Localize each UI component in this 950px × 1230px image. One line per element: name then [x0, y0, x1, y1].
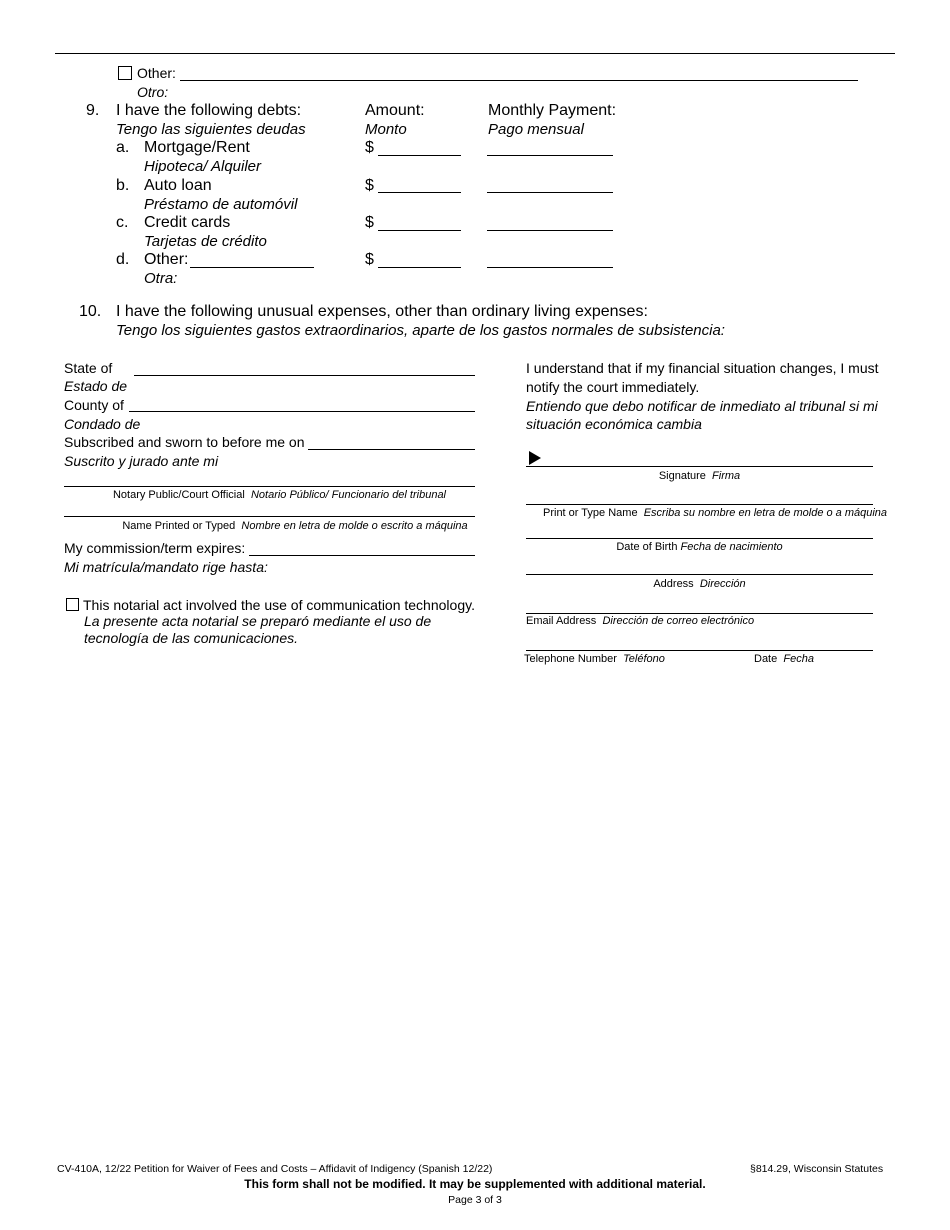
currency-sign: $: [365, 139, 374, 156]
q10-number: 10.: [79, 303, 102, 320]
footer-form-id: CV-410A, 12/22 Petition for Waiver of Fees and Costs – Affidavit of Indigency (Spanish 12/22): [57, 1163, 493, 1175]
debt-label: Other:: [144, 251, 189, 268]
footer-page-number: Page 3 of 3: [448, 1194, 502, 1206]
currency-sign: $: [365, 251, 374, 268]
q10-title: I have the following unusual expenses, other than ordinary living expenses:: [116, 303, 648, 320]
other-debt-name-field[interactable]: [190, 267, 314, 268]
signature-caption: [526, 470, 873, 482]
debt-label-es: Otra:: [144, 270, 178, 287]
sworn-label-es: Suscrito y jurado ante mi: [64, 453, 219, 469]
date-caption: [754, 653, 814, 665]
debt-letter: d.: [116, 251, 130, 268]
understand-text: I understand that if my financial situation changes, I must: [526, 360, 879, 376]
debt-label: Mortgage/Rent: [144, 139, 250, 156]
other-label: Other:: [137, 65, 176, 81]
mortgage-payment-field[interactable]: [487, 155, 613, 156]
county-label-es: Condado de: [64, 416, 141, 432]
official-label: Notary Public/Court Official: [112, 489, 245, 501]
dob-field[interactable]: [526, 538, 873, 539]
print-name-label-es: Escriba su nombre en letra de molde o a máquina: [643, 507, 888, 519]
notary-official-caption: [64, 489, 495, 501]
dob-caption: [526, 541, 873, 553]
q9-title-es: Tengo las siguientes deudas: [116, 121, 306, 138]
auto-loan-amount-field[interactable]: [378, 192, 461, 193]
currency-sign: $: [365, 214, 374, 231]
payment-header: Monthly Payment:: [488, 102, 617, 119]
footer-statute: §814.29, Wisconsin Statutes: [750, 1163, 884, 1175]
debt-letter: c.: [116, 214, 129, 231]
other-checkbox[interactable]: [118, 66, 132, 80]
debt-letter: a.: [116, 139, 130, 156]
debt-label: Auto loan: [144, 177, 212, 194]
email-caption: [526, 615, 754, 627]
state-field[interactable]: [134, 375, 475, 376]
tech-label-es: La presente acta notarial se preparó mediante el uso de: [84, 613, 432, 629]
amount-header: Amount:: [365, 102, 425, 119]
county-field[interactable]: [129, 411, 475, 412]
dob-label: Date of Birth: [616, 541, 678, 553]
q10-title-es: Tengo los siguientes gastos extraordinarios, aparte de los gastos normales de subsistencia:: [116, 322, 725, 339]
credit-cards-payment-field[interactable]: [487, 230, 613, 231]
address-label-es: Dirección: [699, 578, 746, 590]
name-printed-label-es: Nombre en letra de molde o escrito a máquina: [241, 520, 468, 532]
signature-label: Signature: [658, 470, 706, 482]
currency-sign: $: [365, 177, 374, 194]
address-field[interactable]: [526, 574, 873, 575]
dob-label-es: Fecha de nacimiento: [680, 541, 783, 553]
tech-checkbox[interactable]: [66, 598, 79, 611]
sworn-label: Subscribed and sworn to before me on: [64, 434, 305, 450]
debt-label-es: Préstamo de automóvil: [144, 196, 298, 213]
email-field[interactable]: [526, 613, 873, 614]
phone-date-field[interactable]: [526, 650, 873, 651]
q9-number: 9.: [86, 102, 100, 119]
amount-header-es: Monto: [365, 121, 407, 138]
auto-loan-payment-field[interactable]: [487, 192, 613, 193]
print-name-label: Print or Type Name: [543, 507, 638, 519]
signature-field[interactable]: [526, 466, 873, 467]
tech-label-es-2: tecnología de las comunicaciones.: [84, 630, 299, 646]
email-label-es: Dirección de correo electrónico: [602, 615, 755, 627]
phone-label: Telephone Number: [524, 653, 617, 665]
debt-label-es: Tarjetas de crédito: [144, 233, 267, 250]
state-label-es: Estado de: [64, 378, 128, 394]
other-label-es: Otro:: [137, 84, 169, 100]
print-name-field[interactable]: [526, 504, 873, 505]
official-label-es: Notario Público/ Funcionario del tribunal: [250, 489, 447, 501]
commission-field[interactable]: [249, 555, 475, 556]
date-label-es: Fecha: [783, 653, 814, 665]
phone-label-es: Teléfono: [623, 653, 665, 665]
debt-label: Credit cards: [144, 214, 231, 231]
address-caption: [526, 578, 873, 590]
understand-text-es-2: situación económica cambia: [526, 416, 702, 432]
other-debt-amount-field[interactable]: [378, 267, 461, 268]
mortgage-amount-field[interactable]: [378, 155, 461, 156]
phone-caption: [524, 653, 665, 665]
name-printed-caption: [64, 520, 526, 532]
other-debt-payment-field[interactable]: [487, 267, 613, 268]
sworn-date-field[interactable]: [308, 449, 475, 450]
date-label: Date: [754, 653, 778, 665]
commission-label: My commission/term expires:: [64, 540, 246, 556]
credit-cards-amount-field[interactable]: [378, 230, 461, 231]
debt-letter: b.: [116, 177, 130, 194]
email-label: Email Address: [526, 615, 597, 627]
debt-label-es: Hipoteca/ Alquiler: [144, 158, 262, 175]
state-label: State of: [64, 360, 113, 376]
tech-label: This notarial act involved the use of communication technology.: [83, 597, 475, 613]
understand-text-2: notify the court immediately.: [526, 379, 700, 395]
payment-header-es: Pago mensual: [488, 121, 584, 138]
notary-name-field[interactable]: [64, 516, 475, 517]
understand-text-es: Entiendo que debo notificar de inmediato al tribunal si mi: [526, 398, 878, 414]
sign-here-arrow-icon: [529, 451, 541, 465]
other-input-line[interactable]: [180, 80, 858, 81]
county-label: County of: [64, 397, 124, 413]
top-rule: [55, 53, 895, 54]
print-name-caption: [543, 507, 887, 519]
notary-signature-field[interactable]: [64, 486, 475, 487]
q9-title: I have the following debts:: [116, 102, 302, 119]
signature-label-es: Firma: [712, 470, 741, 482]
address-label: Address: [653, 578, 694, 590]
commission-label-es: Mi matrícula/mandato rige hasta:: [64, 559, 268, 575]
name-printed-label: Name Printed or Typed: [122, 520, 236, 532]
footer-notice: This form shall not be modified. It may be supplemented with additional material.: [244, 1177, 706, 1191]
